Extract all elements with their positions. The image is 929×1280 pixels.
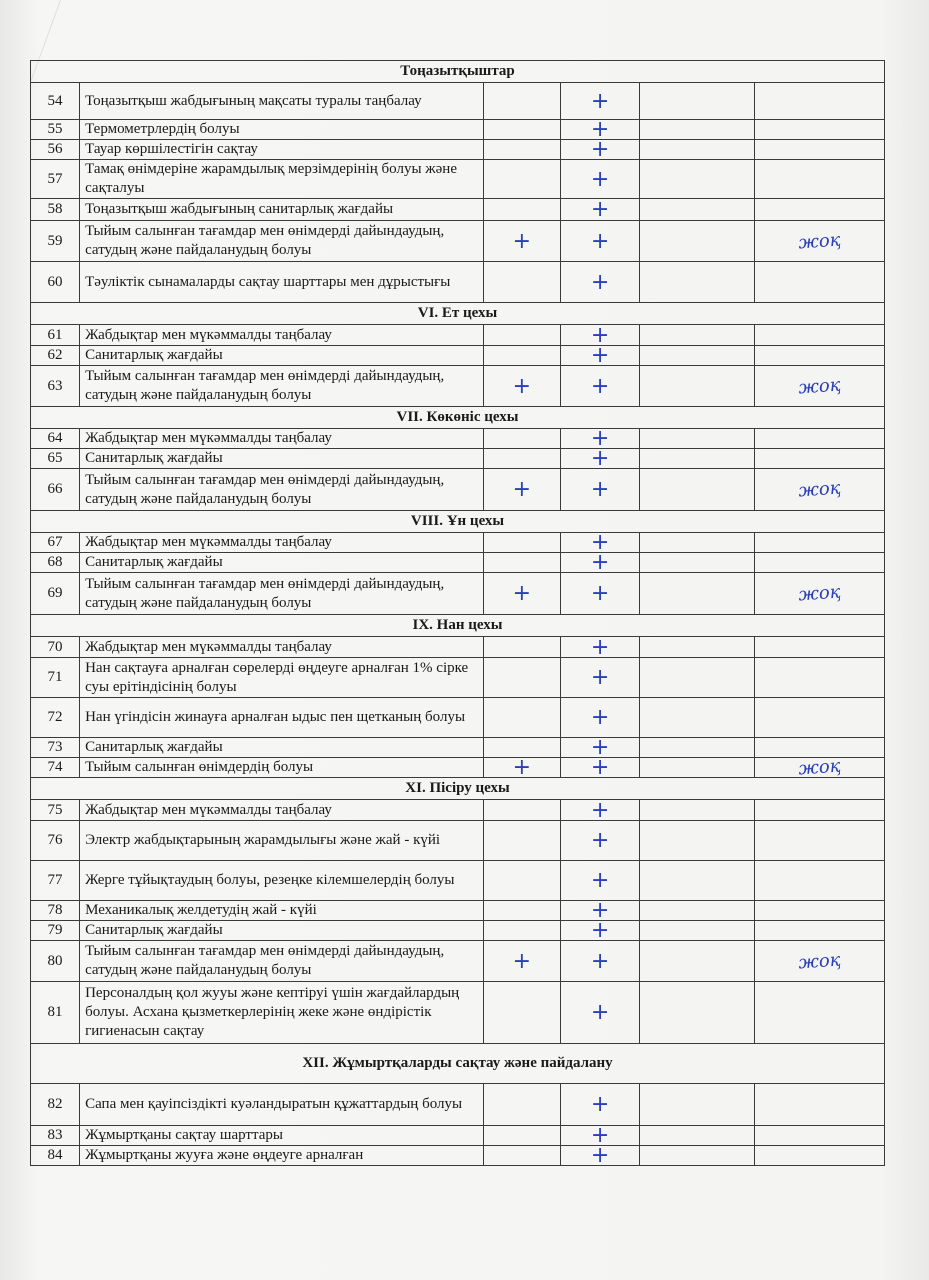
table-row	[31, 982, 885, 1044]
check-cell-c2	[560, 1084, 640, 1126]
check-cell-c3	[640, 366, 755, 407]
check-cell-c1	[484, 346, 561, 366]
table-row	[31, 325, 885, 346]
row-number: 54	[31, 83, 80, 120]
row-number: 72	[31, 698, 80, 738]
check-cell-c1	[484, 83, 561, 120]
check-cell-c3	[640, 120, 755, 140]
handwritten-plus-mark: +	[590, 797, 610, 823]
check-cell-c1	[484, 221, 561, 262]
handwritten-plus-mark: +	[590, 117, 610, 142]
table-row	[31, 698, 885, 738]
table-row	[31, 901, 885, 921]
check-cell-c4	[755, 637, 885, 658]
section-title: Тоңазытқыштар	[31, 61, 885, 83]
handwritten-plus-mark: +	[590, 88, 610, 114]
handwritten-plus-mark: +	[512, 948, 532, 974]
check-cell-c2	[560, 160, 640, 199]
row-number: 74	[31, 758, 80, 778]
table-row	[31, 449, 885, 469]
check-cell-c3	[640, 160, 755, 199]
check-cell-c2	[560, 982, 640, 1044]
handwritten-note	[760, 836, 879, 844]
table-row	[31, 658, 885, 698]
handwritten-plus-mark: +	[590, 343, 610, 368]
check-cell-c3	[640, 199, 755, 221]
requirement-text: Электр жабдықтарының жарамдылығы және жай - күйі	[80, 821, 484, 861]
table-row	[31, 83, 885, 120]
check-cell-c3	[640, 533, 755, 553]
check-cell-c2	[560, 83, 640, 120]
check-cell-c4	[755, 160, 885, 199]
table-row	[31, 160, 885, 199]
check-cell-c3	[640, 262, 755, 303]
check-cell-c3	[640, 449, 755, 469]
handwritten-note	[760, 331, 879, 339]
handwritten-plus-mark: +	[512, 228, 532, 254]
check-cell-c3	[640, 698, 755, 738]
handwritten-plus-mark: +	[512, 755, 532, 780]
requirement-text: Тыйым салынған тағамдар мен өнімдерді дайындаудың, сатудың және пайдаланудың болуы	[80, 941, 484, 982]
check-cell-c2	[560, 918, 640, 943]
check-cell-c4	[755, 366, 885, 407]
section-title: VI. Ет цехы	[31, 303, 885, 325]
row-number: 79	[31, 921, 80, 941]
check-cell-c3	[640, 573, 755, 615]
handwritten-note	[760, 876, 879, 884]
check-cell-c3	[640, 738, 755, 758]
handwritten-plus-mark: +	[590, 530, 610, 555]
handwritten-plus-mark: +	[590, 1123, 610, 1148]
handwritten-plus-mark: +	[590, 581, 610, 606]
handwritten-plus-mark: +	[590, 137, 610, 162]
requirement-text: Тамақ өнімдеріне жарамдылық мерзімдерінің болуы және сақталуы	[80, 160, 484, 199]
handwritten-plus-mark: +	[590, 1000, 610, 1025]
requirement-text: Жабдықтар мен мүкәммалды таңбалау	[80, 800, 484, 821]
check-cell-c4	[755, 120, 885, 140]
section-header-row	[31, 615, 885, 637]
check-cell-c3	[640, 637, 755, 658]
section-title: XII. Жұмыртқаларды сақтау және пайдалану	[31, 1044, 885, 1084]
handwritten-plus-mark: +	[590, 1143, 610, 1168]
row-number: 71	[31, 658, 80, 698]
handwritten-plus-mark: +	[590, 322, 610, 348]
check-cell-c1	[484, 941, 561, 982]
handwritten-note	[760, 538, 879, 546]
handwritten-note: жоқ	[797, 581, 842, 606]
handwritten-note	[760, 351, 879, 359]
check-cell-c4	[755, 262, 885, 303]
table-row	[31, 533, 885, 553]
handwritten-plus-mark: +	[590, 1092, 610, 1117]
section-header-row	[31, 778, 885, 800]
check-cell-c3	[640, 221, 755, 262]
check-cell-c1	[484, 982, 561, 1044]
check-cell-c4	[755, 469, 885, 511]
handwritten-note: жоқ	[797, 755, 842, 780]
check-cell-c3	[640, 921, 755, 941]
section-title: VIII. Ұн цехы	[31, 511, 885, 533]
row-number: 73	[31, 738, 80, 758]
check-cell-c3	[640, 1084, 755, 1126]
check-cell-c2	[560, 343, 640, 368]
handwritten-plus-mark: +	[590, 634, 610, 660]
check-cell-c4	[755, 199, 885, 221]
table-row	[31, 1146, 885, 1166]
handwritten-note	[760, 1008, 879, 1016]
check-cell-c2	[560, 446, 640, 471]
handwritten-note	[760, 713, 879, 721]
table-row	[31, 941, 885, 982]
table-row	[31, 366, 885, 407]
handwritten-plus-mark: +	[590, 373, 610, 399]
handwritten-plus-mark: +	[590, 868, 610, 893]
check-cell-c1	[484, 449, 561, 469]
section-header-row	[31, 61, 885, 83]
check-cell-c2	[560, 1143, 640, 1168]
check-cell-c1	[484, 160, 561, 199]
check-cell-c4	[755, 221, 885, 262]
handwritten-note	[760, 205, 879, 213]
row-number: 82	[31, 1084, 80, 1126]
check-cell-c4	[755, 921, 885, 941]
requirement-text: Тоңазытқыш жабдығының санитарлық жағдайы	[80, 199, 484, 221]
check-cell-c2	[560, 861, 640, 901]
row-number: 83	[31, 1126, 80, 1146]
row-number: 62	[31, 346, 80, 366]
check-cell-c1	[484, 366, 561, 407]
row-number: 80	[31, 941, 80, 982]
handwritten-note	[760, 643, 879, 651]
check-cell-c3	[640, 553, 755, 573]
table-row	[31, 429, 885, 449]
table-row	[31, 199, 885, 221]
handwritten-note	[760, 145, 879, 153]
check-cell-c4	[755, 553, 885, 573]
check-cell-c2	[560, 797, 640, 823]
table-row	[31, 120, 885, 140]
requirement-text: Жабдықтар мен мүкәммалды таңбалау	[80, 637, 484, 658]
check-cell-c3	[640, 346, 755, 366]
check-cell-c4	[755, 755, 885, 780]
check-cell-c1	[484, 325, 561, 346]
handwritten-plus-mark: +	[590, 197, 610, 222]
check-cell-c2	[560, 698, 640, 738]
handwritten-plus-mark: +	[590, 550, 610, 575]
requirement-text: Тыйым салынған тағамдар мен өнімдерді дайындаудың, сатудың және пайдаланудың болуы	[80, 366, 484, 407]
table-row	[31, 738, 885, 758]
row-number: 76	[31, 821, 80, 861]
check-cell-c1	[484, 800, 561, 821]
check-cell-c3	[640, 941, 755, 982]
check-cell-c1	[484, 469, 561, 511]
check-cell-c3	[640, 658, 755, 698]
check-cell-c2	[560, 658, 640, 698]
row-number: 57	[31, 160, 80, 199]
check-cell-c3	[640, 758, 755, 778]
row-number: 63	[31, 366, 80, 407]
check-cell-c3	[640, 821, 755, 861]
table-row	[31, 573, 885, 615]
handwritten-plus-mark: +	[590, 477, 610, 502]
handwritten-note	[760, 1151, 879, 1159]
table-row	[31, 637, 885, 658]
requirement-text: Тоңазытқыш жабдығының мақсаты туралы таңбалау	[80, 83, 484, 120]
handwritten-note	[760, 558, 879, 566]
row-number: 78	[31, 901, 80, 921]
handwritten-note	[760, 97, 879, 105]
requirement-text: Нан сақтауға арналған сөрелерді өңдеуге арналған 1% сірке суы ерітіндісінің болуы	[80, 658, 484, 698]
row-number: 66	[31, 469, 80, 511]
section-header-row	[31, 1044, 885, 1084]
check-cell-c2	[560, 221, 640, 262]
check-cell-c1	[484, 429, 561, 449]
check-cell-c1	[484, 120, 561, 140]
handwritten-plus-mark: +	[590, 735, 610, 760]
handwritten-plus-mark: +	[590, 948, 610, 974]
check-cell-c2	[560, 137, 640, 162]
check-cell-c2	[560, 469, 640, 511]
handwritten-note	[760, 806, 879, 814]
handwritten-note	[760, 1131, 879, 1139]
table-row	[31, 346, 885, 366]
handwritten-plus-mark: +	[590, 755, 610, 780]
handwritten-note	[760, 175, 879, 183]
check-cell-c2	[560, 199, 640, 221]
check-cell-c1	[484, 658, 561, 698]
requirement-text: Тыйым салынған тағамдар мен өнімдерді дайындаудың, сатудың және пайдаланудың болуы	[80, 469, 484, 511]
handwritten-plus-mark: +	[512, 477, 532, 502]
inspection-checklist-table	[30, 60, 885, 1166]
handwritten-note	[760, 673, 879, 681]
requirement-text: Жерге тұйықтаудың болуы, резеңке кілемшелердің болуы	[80, 861, 484, 901]
check-cell-c1	[484, 821, 561, 861]
check-cell-c2	[560, 941, 640, 982]
requirement-text: Тыйым салынған өнімдердің болуы	[80, 758, 484, 778]
requirement-text: Санитарлық жағдайы	[80, 738, 484, 758]
check-cell-c1	[484, 637, 561, 658]
check-cell-c4	[755, 1084, 885, 1126]
requirement-text: Санитарлық жағдайы	[80, 346, 484, 366]
row-number: 59	[31, 221, 80, 262]
table-row	[31, 821, 885, 861]
check-cell-c2	[560, 755, 640, 780]
row-number: 55	[31, 120, 80, 140]
check-cell-c4	[755, 325, 885, 346]
check-cell-c3	[640, 469, 755, 511]
table-row	[31, 800, 885, 821]
requirement-text: Тауар көршілестігін сақтау	[80, 140, 484, 160]
section-header-row	[31, 511, 885, 533]
check-cell-c1	[484, 921, 561, 941]
requirement-text: Санитарлық жағдайы	[80, 553, 484, 573]
check-cell-c4	[755, 1126, 885, 1146]
requirement-text: Механикалық желдетудің жай - күйі	[80, 901, 484, 921]
section-title: VII. Көкөніс цехы	[31, 407, 885, 429]
check-cell-c1	[484, 1126, 561, 1146]
section-title: IX. Нан цехы	[31, 615, 885, 637]
handwritten-note	[760, 278, 879, 286]
handwritten-note: жоқ	[797, 229, 842, 253]
check-cell-c4	[755, 449, 885, 469]
handwritten-note	[760, 1100, 879, 1108]
check-cell-c1	[484, 553, 561, 573]
check-cell-c3	[640, 140, 755, 160]
check-cell-c4	[755, 533, 885, 553]
row-number: 67	[31, 533, 80, 553]
requirement-text: Жабдықтар мен мүкәммалды таңбалау	[80, 533, 484, 553]
requirement-text: Жабдықтар мен мүкәммалды таңбалау	[80, 325, 484, 346]
table-row	[31, 758, 885, 778]
check-cell-c4	[755, 941, 885, 982]
check-cell-c4	[755, 429, 885, 449]
table-row	[31, 921, 885, 941]
check-cell-c4	[755, 1146, 885, 1166]
requirement-text: Жұмыртқаны сақтау шарттары	[80, 1126, 484, 1146]
row-number: 64	[31, 429, 80, 449]
handwritten-plus-mark: +	[590, 665, 610, 690]
table-row	[31, 140, 885, 160]
handwritten-note	[760, 926, 879, 934]
table-row	[31, 221, 885, 262]
check-cell-c3	[640, 1126, 755, 1146]
check-cell-c3	[640, 982, 755, 1044]
handwritten-plus-mark: +	[590, 228, 610, 254]
check-cell-c2	[560, 366, 640, 407]
row-number: 69	[31, 573, 80, 615]
section-header-row	[31, 303, 885, 325]
check-cell-c4	[755, 658, 885, 698]
check-cell-c1	[484, 573, 561, 615]
handwritten-plus-mark: +	[590, 426, 610, 451]
table-row	[31, 861, 885, 901]
table-row	[31, 262, 885, 303]
handwritten-note: жоқ	[797, 949, 842, 973]
requirement-text: Жабдықтар мен мүкәммалды таңбалау	[80, 429, 484, 449]
check-cell-c4	[755, 698, 885, 738]
requirement-text: Термометрлердің болуы	[80, 120, 484, 140]
section-header-row	[31, 407, 885, 429]
requirement-text: Тыйым салынған тағамдар мен өнімдерді дайындаудың, сатудың және пайдаланудың болуы	[80, 221, 484, 262]
check-cell-c4	[755, 800, 885, 821]
requirement-text: Тәуліктік сынамаларды сақтау шарттары мен дұрыстығы	[80, 262, 484, 303]
check-cell-c4	[755, 982, 885, 1044]
row-number: 58	[31, 199, 80, 221]
handwritten-note	[760, 454, 879, 462]
checklist-body	[31, 61, 885, 1166]
handwritten-note	[760, 125, 879, 133]
row-number: 84	[31, 1146, 80, 1166]
check-cell-c1	[484, 533, 561, 553]
section-title: XI. Пісіру цехы	[31, 778, 885, 800]
check-cell-c2	[560, 550, 640, 575]
check-cell-c1	[484, 262, 561, 303]
check-cell-c4	[755, 83, 885, 120]
handwritten-plus-mark: +	[590, 918, 610, 943]
check-cell-c4	[755, 573, 885, 615]
check-cell-c4	[755, 821, 885, 861]
check-cell-c1	[484, 1146, 561, 1166]
handwritten-plus-mark: +	[590, 446, 610, 471]
check-cell-c4	[755, 901, 885, 921]
check-cell-c1	[484, 861, 561, 901]
requirement-text: Тыйым салынған тағамдар мен өнімдерді дайындаудың, сатудың және пайдаланудың болуы	[80, 573, 484, 615]
handwritten-note: жоқ	[797, 374, 842, 398]
check-cell-c4	[755, 140, 885, 160]
requirement-text: Сапа мен қауіпсіздікті куәландыратын құжаттардың болуы	[80, 1084, 484, 1126]
check-cell-c1	[484, 1084, 561, 1126]
row-number: 65	[31, 449, 80, 469]
check-cell-c4	[755, 346, 885, 366]
handwritten-plus-mark: +	[590, 898, 610, 923]
check-cell-c2	[560, 262, 640, 303]
handwritten-plus-mark: +	[590, 269, 610, 295]
check-cell-c1	[484, 755, 561, 780]
row-number: 70	[31, 637, 80, 658]
check-cell-c3	[640, 325, 755, 346]
row-number: 75	[31, 800, 80, 821]
check-cell-c3	[640, 1146, 755, 1166]
check-cell-c4	[755, 861, 885, 901]
handwritten-plus-mark: +	[512, 373, 532, 399]
handwritten-plus-mark: +	[590, 166, 610, 192]
handwritten-plus-mark: +	[590, 828, 610, 853]
check-cell-c2	[560, 821, 640, 861]
check-cell-c3	[640, 901, 755, 921]
check-cell-c3	[640, 83, 755, 120]
handwritten-note: жоқ	[797, 477, 842, 502]
check-cell-c2	[560, 634, 640, 660]
table-row	[31, 469, 885, 511]
requirement-text: Нан үгіндісін жинауға арналған ыдыс пен щетканың болуы	[80, 698, 484, 738]
check-cell-c1	[484, 901, 561, 921]
row-number: 60	[31, 262, 80, 303]
row-number: 77	[31, 861, 80, 901]
requirement-text: Санитарлық жағдайы	[80, 449, 484, 469]
handwritten-note	[760, 743, 879, 751]
handwritten-plus-mark: +	[512, 581, 532, 606]
requirement-text: Санитарлық жағдайы	[80, 921, 484, 941]
requirement-text: Персоналдың қол жууы және кептіруі үшін жағдайлардың болуы. Асхана қызметкерлерінің жеке және өндірістік гигиенасын сақтау	[80, 982, 484, 1044]
table-row	[31, 553, 885, 573]
handwritten-note	[760, 434, 879, 442]
check-cell-c1	[484, 698, 561, 738]
check-cell-c1	[484, 140, 561, 160]
check-cell-c2	[560, 573, 640, 615]
check-cell-c3	[640, 861, 755, 901]
row-number: 81	[31, 982, 80, 1044]
table-row	[31, 1126, 885, 1146]
table-row	[31, 1084, 885, 1126]
row-number: 56	[31, 140, 80, 160]
handwritten-note	[760, 906, 879, 914]
check-cell-c3	[640, 800, 755, 821]
check-cell-c1	[484, 199, 561, 221]
requirement-text: Жұмыртқаны жууға және өңдеуге арналған	[80, 1146, 484, 1166]
check-cell-c3	[640, 429, 755, 449]
row-number: 68	[31, 553, 80, 573]
handwritten-plus-mark: +	[590, 705, 610, 730]
row-number: 61	[31, 325, 80, 346]
